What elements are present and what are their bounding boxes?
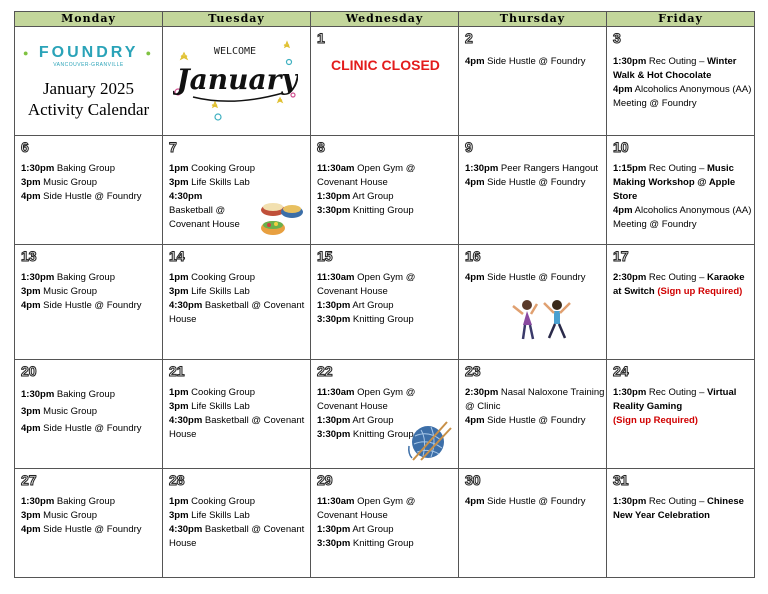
event-item: 4:30pm	[169, 191, 203, 202]
day-number: 23	[465, 363, 481, 379]
event-item: 1:30pm Art Group	[317, 415, 394, 426]
sign-up-required-note: (Sign up Required)	[613, 415, 698, 426]
brand-subtitle: VANCOUVER-GRANVILLE	[53, 62, 124, 68]
day-cell	[163, 469, 311, 578]
day-cell	[311, 27, 459, 136]
weekday-header: Thursday	[459, 12, 607, 27]
day-cell	[459, 360, 607, 469]
day-cell	[459, 27, 607, 136]
day-number: 20	[21, 363, 37, 379]
day-cell	[607, 360, 755, 469]
weekday-header: Monday	[15, 12, 163, 27]
event-item: 4pm Side Hustle @ Foundry	[465, 415, 586, 426]
day-number: 9	[465, 139, 473, 155]
event-item: Covenant House	[169, 219, 240, 230]
clinic-closed-label: CLINIC CLOSED	[331, 57, 440, 73]
event-item: 1pm Cooking Group	[169, 496, 256, 507]
day-number: 2	[465, 30, 473, 46]
event-item: 1:30pm Baking Group	[21, 163, 115, 174]
yarn-knitting-icon	[407, 418, 453, 462]
event-item: 11:30am Open Gym @ Covenant House	[317, 387, 416, 412]
event-item: 3pm Music Group	[21, 406, 98, 417]
day-cell	[15, 469, 163, 578]
event-list	[169, 386, 310, 442]
day-number: 1	[317, 30, 325, 46]
event-item: 4:30pm Basketball @ Covenant House	[169, 415, 305, 440]
day-cell	[15, 136, 163, 245]
event-item: 1:30pm Rec Outing – Virtual Reality Gaming	[613, 387, 737, 412]
event-list	[21, 162, 162, 204]
event-item: 1:30pm Baking Group	[21, 496, 115, 507]
day-number: 24	[613, 363, 629, 379]
event-item: 1:30pm Rec Outing – Chinese New Year Celebration	[613, 496, 744, 521]
event-item: 11:30am Open Gym @ Covenant House	[317, 272, 416, 297]
event-item: 11:30am Open Gym @ Covenant House	[317, 496, 416, 521]
event-item: 3pm Life Skills Lab	[169, 401, 250, 412]
event-list	[317, 271, 458, 327]
day-number: 3	[613, 30, 621, 46]
week-row	[15, 360, 755, 469]
event-item: 3pm Life Skills Lab	[169, 286, 250, 297]
event-list	[317, 386, 416, 442]
event-item: 3pm Life Skills Lab	[169, 177, 250, 188]
event-list	[613, 55, 754, 111]
calendar-title	[15, 78, 162, 120]
event-list	[169, 271, 310, 327]
day-cell	[607, 245, 755, 360]
event-list	[317, 162, 458, 218]
event-item: 3pm Music Group	[21, 510, 98, 521]
day-cell	[311, 245, 459, 360]
event-list	[613, 495, 754, 523]
event-item: 4pm Side Hustle @ Foundry	[21, 423, 142, 434]
event-list	[21, 386, 162, 437]
event-item: 3:30pm Knitting Group	[317, 538, 414, 549]
event-item: 4:30pm Basketball @ Covenant House	[169, 300, 305, 325]
event-item: 3pm Music Group	[21, 177, 98, 188]
event-item: 2:30pm Rec Outing – Karaoke at Switch (Sign up Required)	[613, 272, 745, 297]
january-lettering: January	[176, 63, 298, 96]
day-cell	[311, 136, 459, 245]
event-item: 1:30pm Art Group	[317, 191, 394, 202]
weekday-header-row	[15, 12, 755, 27]
event-item: 3pm Life Skills Lab	[169, 510, 250, 521]
day-cell	[163, 245, 311, 360]
week-row	[15, 136, 755, 245]
welcome-text: WELCOME	[213, 46, 257, 57]
dot-icon: ●	[145, 47, 154, 58]
event-item: 1pm Cooking Group	[169, 387, 256, 398]
day-number: 10	[613, 139, 629, 155]
day-number: 29	[317, 472, 333, 488]
day-cell	[459, 469, 607, 578]
event-item: 4pm Side Hustle @ Foundry	[21, 524, 142, 535]
event-item: 2:30pm Nasal Naloxone Training @ Clinic	[465, 387, 605, 412]
event-item: 1:30pm Baking Group	[21, 272, 115, 283]
event-item: 4pm Side Hustle @ Foundry	[21, 300, 142, 311]
day-cell	[607, 136, 755, 245]
event-item: 4pm Alcoholics Anonymous (AA) Meeting @ Foundry	[613, 84, 752, 109]
event-list	[613, 162, 754, 232]
day-number: 22	[317, 363, 333, 379]
week-row	[15, 27, 755, 136]
event-list	[465, 271, 606, 285]
day-number: 16	[465, 248, 481, 264]
day-number: 13	[21, 248, 37, 264]
day-number: 17	[613, 248, 629, 264]
day-number: 6	[21, 139, 29, 155]
event-list	[317, 495, 458, 551]
event-item: 1:30pm Peer Rangers Hangout	[465, 163, 599, 174]
welcome-january-icon	[173, 37, 298, 127]
event-item: 4pm Side Hustle @ Foundry	[21, 191, 142, 202]
calendar-table	[14, 11, 755, 578]
event-item: 3:30pm Knitting Group	[317, 205, 414, 216]
day-number: 14	[169, 248, 185, 264]
event-item: 1:30pm Baking Group	[21, 389, 115, 400]
calendar-title-line2: Activity Calendar	[27, 100, 150, 119]
event-item: 1:30pm Art Group	[317, 300, 394, 311]
food-bowls-icon	[259, 194, 305, 240]
day-number: 31	[613, 472, 629, 488]
event-list	[465, 55, 606, 69]
day-number: 7	[169, 139, 177, 155]
event-item: 11:30am Open Gym @ Covenant House	[317, 163, 416, 188]
weekday-header: Friday	[607, 12, 755, 27]
day-cell	[15, 245, 163, 360]
weekday-header: Wednesday	[311, 12, 459, 27]
event-item: 4pm Side Hustle @ Foundry	[465, 496, 586, 507]
day-number: 27	[21, 472, 37, 488]
day-cell	[163, 360, 311, 469]
event-item: 1:30pm Rec Outing – Winter Walk & Hot Chocolate	[613, 56, 737, 81]
event-item: 1:30pm Art Group	[317, 524, 394, 535]
event-item: 1pm Cooking Group	[169, 163, 256, 174]
event-item: 4pm Alcoholics Anonymous (AA) Meeting @ Foundry	[613, 205, 752, 230]
dot-icon: ●	[22, 47, 32, 58]
foundry-logo	[15, 44, 162, 62]
event-item: 1pm Cooking Group	[169, 272, 256, 283]
day-number: 8	[317, 139, 325, 155]
event-list	[169, 495, 310, 551]
day-number: 30	[465, 472, 481, 488]
day-cell	[311, 469, 459, 578]
event-item: 3:30pm Knitting Group	[317, 314, 414, 325]
people-dancing-icon	[509, 297, 579, 347]
event-list	[465, 495, 606, 509]
event-item: 4pm Side Hustle @ Foundry	[465, 177, 586, 188]
weekday-header: Tuesday	[163, 12, 311, 27]
event-list	[613, 386, 754, 428]
event-list	[465, 162, 606, 190]
day-number: 21	[169, 363, 185, 379]
day-cell	[459, 136, 607, 245]
calendar-title-line1: January 2025	[42, 79, 135, 98]
day-cell	[15, 360, 163, 469]
day-number: 28	[169, 472, 185, 488]
event-list	[21, 495, 162, 537]
event-item: 3pm Music Group	[21, 286, 98, 297]
logo-cell	[15, 27, 163, 136]
day-cell	[607, 469, 755, 578]
event-item: Basketball @	[169, 205, 226, 216]
day-number: 15	[317, 248, 333, 264]
week-row	[15, 245, 755, 360]
event-item: 4:30pm Basketball @ Covenant House	[169, 524, 305, 549]
event-list	[21, 271, 162, 313]
day-cell	[607, 27, 755, 136]
week-row	[15, 469, 755, 578]
brand-name: FOUNDRY	[38, 44, 139, 61]
day-cell	[163, 136, 311, 245]
welcome-cell	[163, 27, 311, 136]
day-cell	[311, 360, 459, 469]
day-cell	[459, 245, 607, 360]
event-item: 3:30pm Knitting Group	[317, 429, 414, 440]
event-item: 4pm Side Hustle @ Foundry	[465, 272, 586, 283]
event-list	[465, 386, 606, 428]
sign-up-required-note: (Sign up Required)	[654, 286, 743, 297]
event-item: 4pm Side Hustle @ Foundry	[465, 56, 586, 67]
event-item: 1:15pm Rec Outing – Music Making Workshop @ Apple Store	[613, 163, 736, 202]
event-list	[613, 271, 754, 299]
